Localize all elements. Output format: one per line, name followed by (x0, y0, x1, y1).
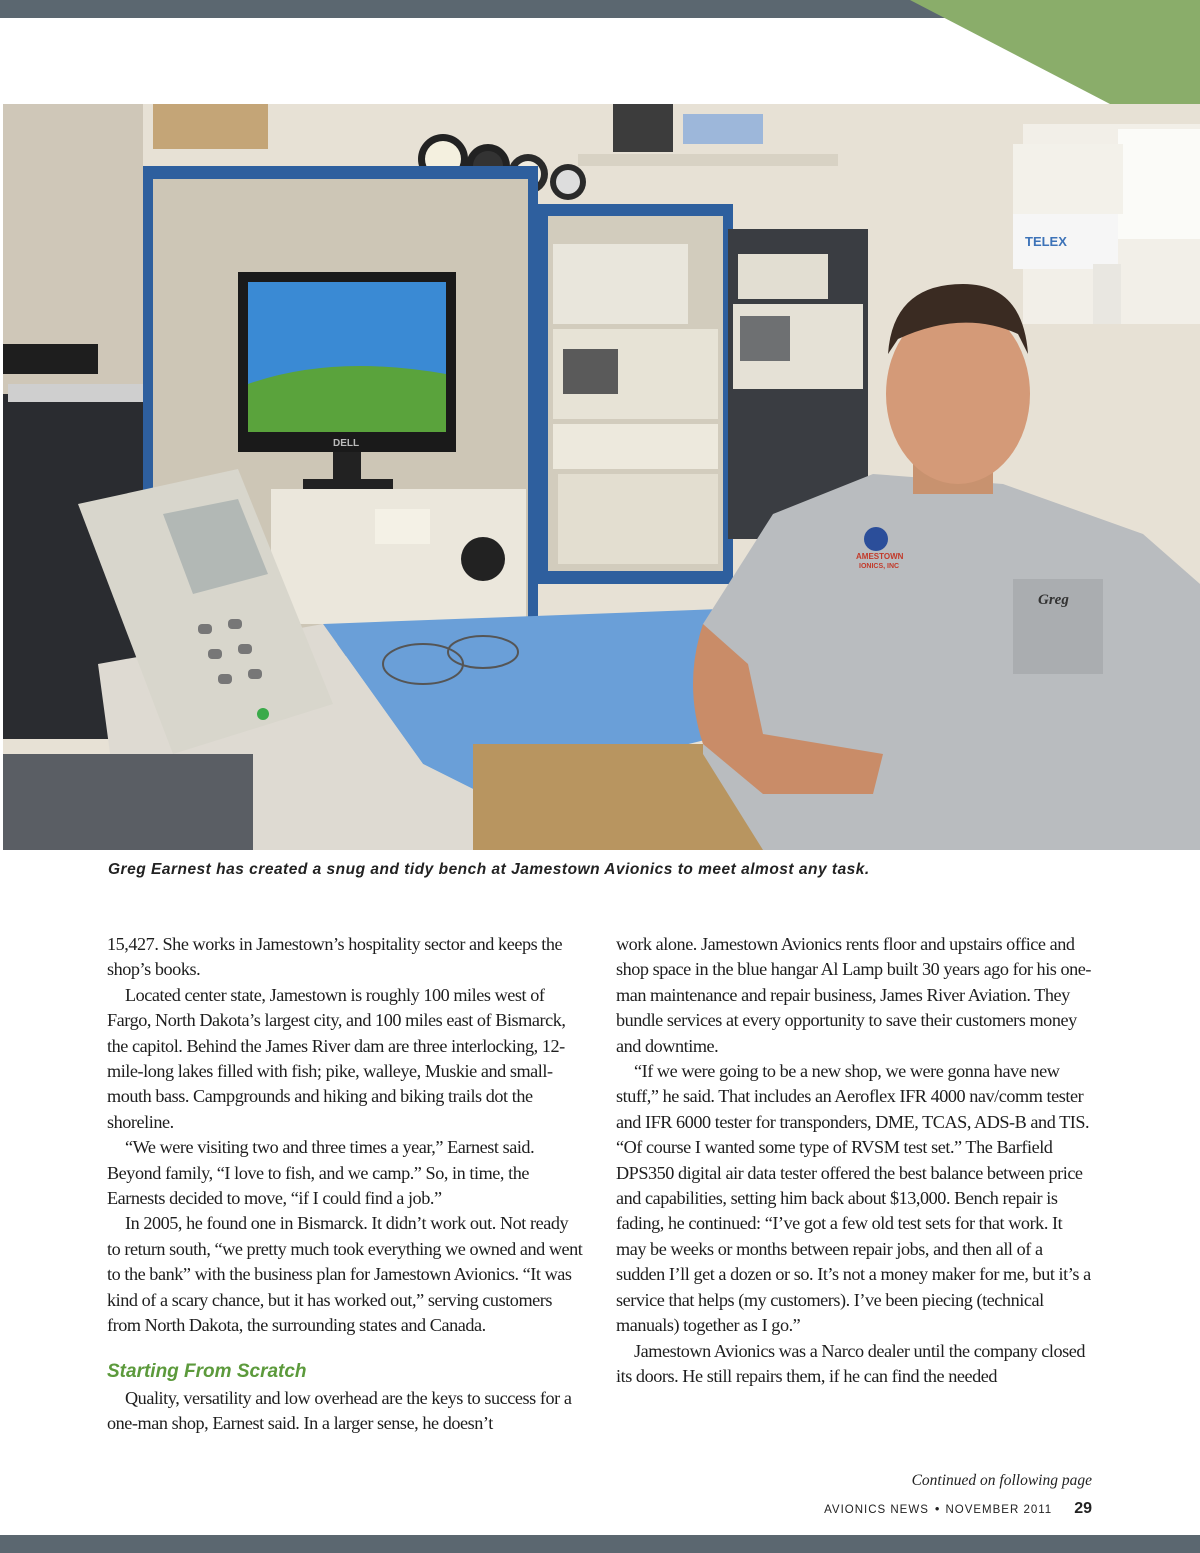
paragraph: In 2005, he found one in Bismarck. It didn’t work out. Not ready to return south, “we pretty much took everything we owned and went to the bank” with the business plan for Jamestown Avionics. “It was kind of a scary chance, but it has worked out,” serving customers from North Dakota, the surrounding states and Canada. (107, 1213, 583, 1336)
left-column (107, 932, 583, 1437)
paragraph: “If we were going to be a new shop, we were gonna have new stuff,” he said. That includes an Aeroflex IFR 4000 nav/comm tester and IFR 6000 tester for transponders, DME, TCAS, ADS-B and TIS. “Of course I wanted some type of RVSM test set.” The Barfield DPS350 digital air data tester offered the best balance between price and capabilities, setting him back about $13,000. Bench repair is fading, he continued: “I’ve got a few old test sets for that work. It may be weeks or months between repair jobs, and then all of a sudden I’ll get a dozen or so. It’s not a money maker for me, but it’s a service that helps (my customers). I’ve been piecing (technical manuals) together as I go.” (616, 1061, 1091, 1336)
right-column (616, 932, 1092, 1389)
page-footer (824, 1500, 1092, 1518)
page-number: 29 (1074, 1500, 1092, 1517)
section-subhead: Starting From Scratch (107, 1360, 307, 1382)
paragraph: Jamestown Avionics was a Narco dealer until the company closed its doors. He still repairs them, if he can find the needed (616, 1340, 1086, 1386)
telex-box-label: TELEX (1025, 234, 1067, 249)
magazine-name: AVIONICS NEWS (824, 1504, 929, 1516)
bench-photo (3, 104, 1200, 850)
footer-separator: • (934, 1501, 940, 1516)
continued-note: Continued on following page (911, 1472, 1092, 1489)
photo-caption: Greg Earnest has created a snug and tidy bench at Jamestown Avionics to meet almost any task. (108, 861, 870, 878)
paragraph: “We were visiting two and three times a year,” Earnest said. Beyond family, “I love to fish, and we camp.” So, in time, the Earnests decided to move, “if I could find a job.” (107, 1137, 535, 1209)
paragraph: work alone. Jamestown Avionics rents floor and upstairs office and shop space in the blue hangar Al Lamp built 30 years ago for his one-man maintenance and repair business, James River Aviation. They bundle services at every opportunity to save their customers money and downtime. (616, 934, 1092, 1056)
paragraph: 15,427. She works in Jamestown’s hospitality sector and keeps the shop’s books. (107, 934, 563, 980)
issue-date: NOVEMBER 2011 (945, 1504, 1053, 1516)
shirt-logo-bottom: IONICS, INC (859, 563, 900, 570)
shirt-logo-top: AMESTOWN (856, 552, 904, 561)
monitor-brand: DELL (333, 438, 360, 449)
shirt-name: Greg (1038, 592, 1069, 608)
paragraph: Located center state, Jamestown is roughly 100 miles west of Fargo, North Dakota’s largest city, and 100 miles east of Bismarck, the capitol. Behind the James River dam are three interlocking, 12-mile-long lakes filled with fish; pike, walleye, Muskie and small-mouth bass. Campgrounds and hiking and biking trails dot the shoreline. (107, 984, 566, 1132)
footer-bar (0, 1535, 1200, 1553)
paragraph: Quality, versatility and low overhead are the keys to success for a one-man shop, Earnest said. In a larger sense, he doesn’t (107, 1387, 572, 1434)
corner-accent (910, 0, 1200, 104)
